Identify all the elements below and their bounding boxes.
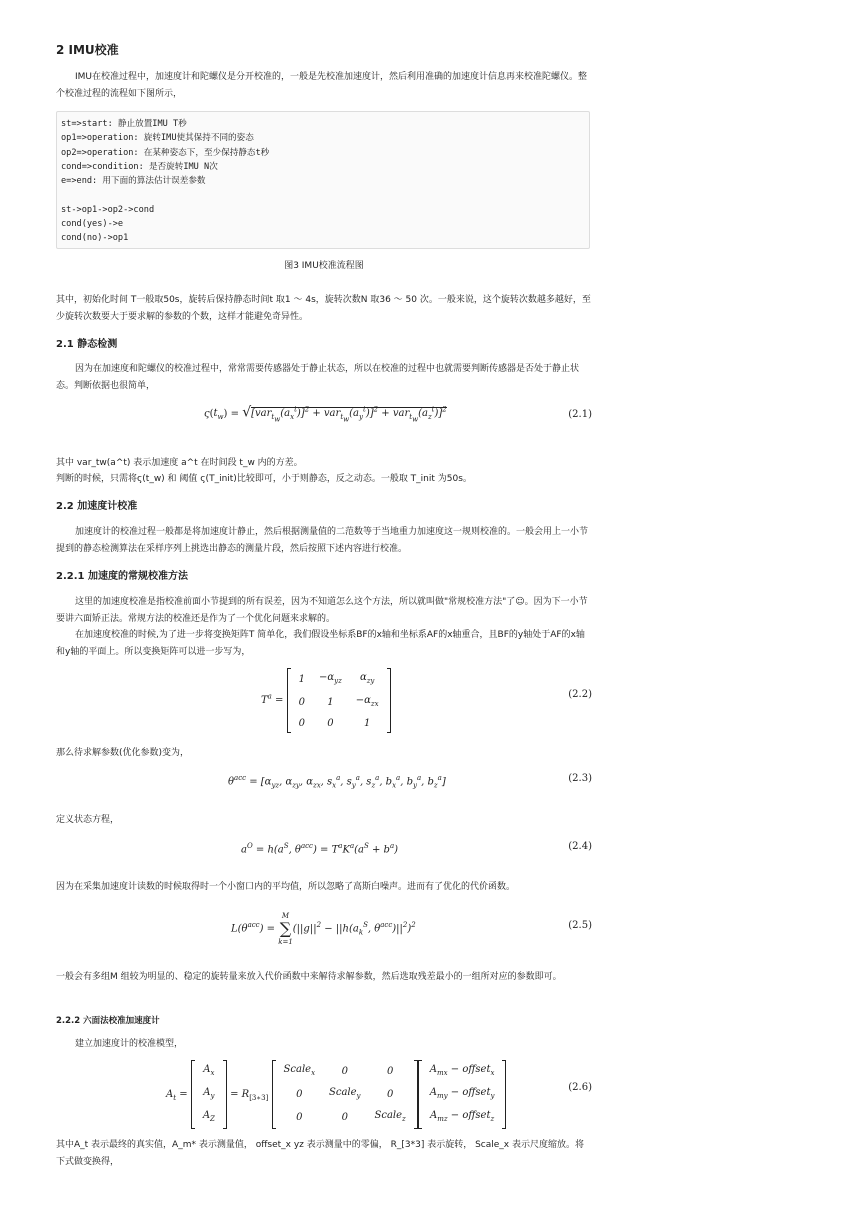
equation-number: (2.1) <box>568 409 592 420</box>
equation-number: (2.6) <box>568 1082 592 1093</box>
section-2-2-text: 加速度计的校准过程一般都是将加速度计静止，然后根据测量值的二范数等于当地重力加速度这一规则校准的。一般会用上一小节提到的静态检测算法在采样序列上挑选出静态的测量片段，然后按照下述内容进行校准。 <box>56 527 589 554</box>
section-2-1-heading: 2.1 静态检测 <box>56 339 118 350</box>
section-2-heading: 2 IMU校准 <box>56 43 119 57</box>
equation-2-1: $\varsigma(t_w) = √[var_{t_w}(a_x^t)]^2 + var_{t_w}(a_y^t)]^2 + var_{t_w}(a_z^t)]^2$ (2.1) <box>204 404 592 424</box>
equation-2-2: $T^a$ = 1 $-\alpha_{yz}$ $\alpha_{zy}$ 0 1 $-\alpha_{zx}$ 0 0 1 (2.2) <box>56 668 592 722</box>
equation-2-3: $\theta^{acc} = [\alpha_{yz}$, $\alpha_{zy}$, $\alpha_{zx}$, $s_x^a$, $s_y^a$, $s_z^a$, $b_x^a$, $b_y^a$, $b_z^a$] (2.3) <box>56 770 592 790</box>
section-2-intro: IMU在校准过程中，加速度计和陀螺仪是分开校准的，一般是先校准加速度计，然后利用准确的加速度计信息再来校准陀螺仪。整个校准过程的流程如下图所示， <box>56 72 588 99</box>
equation-2-4: $a^O = h(a^S$, $\theta^{acc}) = T^aK^a(a^S + b^a)$ (2.4) <box>56 838 592 858</box>
equation-2-5: $L(\theta^{acc}) = M$ ∑ $k=1(||g||^2 - ||h(a_k^S$, $\theta^{acc})||^2)^2$ (2.5) <box>231 912 592 946</box>
section-2-2-1-para-5: 因为在采集加速度计读数的时候取得时一个小窗口内的平均值，所以忽略了高斯白噪声。进而有了优化的代价函数。 <box>56 882 516 892</box>
section-2-2-1-para-6: 一般会有多组M 组较为明显的、稳定的旋转量来放入代价函数中来解待求解参数，然后选取残差最小的一组所对应的参数即可。 <box>56 972 562 982</box>
section-2-2-2-para-2: 其中A_t 表示最终的真实值，A_m* 表示测量值， offset_x yz 表示测量中的零偏， R_[3*3] 表示旋转， Scale_x 表示尺度缩放。将下式做变换得， <box>56 1140 584 1167</box>
paragraph-rotation-params: 其中，初始化时间 T一般取50s，旋转后保持静态时间t 取1 ～ 4s，旋转次数N 取36 ～ 50 次。一般来说，这个旋转次数越多越好，至少旋转次数要大于要求解的参数的个数，这样才能避免奇异性。 <box>56 295 591 322</box>
flowchart-code-block: st=>start: 静止放置IMU T秒 op1=>operation: 旋转IMU使其保持不同的姿态 op2=>operation: 在某种姿态下，至少保持静态t秒 cond=>condition: 是否旋转IMU N次 e=>end: 用下面的算法估计误差参数 st->op1->op2->cond cond(yes)->e cond(no)->op1 <box>56 111 590 249</box>
equation-number: (2.3) <box>568 773 592 784</box>
figure-caption: 图3 IMU校准流程图 <box>284 261 364 271</box>
section-2-2-1-para-4: 定义状态方程， <box>56 815 120 825</box>
section-2-1-text: 因为在加速度和陀螺仪的校准过程中，常常需要传感器处于静止状态，所以在校准的过程中也就需要判断传感器是否处于静止状态。判断依据也很简单， <box>56 364 580 391</box>
section-2-2-2-heading: 2.2.2 六面法校准加速度计 <box>56 1016 160 1026</box>
equation-number: (2.2) <box>568 689 592 700</box>
equation-number: (2.4) <box>568 841 592 852</box>
equation-2-6: $A_t$ = $A_x$ $A_y$ $A_Z$ = $R_{[3∗3]}$ Scale$_x$ 0 0 0 Scale$_y$ 0 0 0 Scale$_z$ $A_{mx}$ − offset$_x$ $A_{my}$ − offset$_y$ $A_{mz}$ − offset$_z$ (2.6) <box>56 1060 592 1116</box>
section-2-2-2-para-1: 建立加速度计的校准模型， <box>75 1039 184 1049</box>
section-2-2-1-heading: 2.2.1 加速度的常规校准方法 <box>56 571 188 582</box>
section-2-2-1-para-2: 在加速度校准的时候,为了进一步将变换矩阵T 简单化，我们假设坐标系BF的x轴和坐标系AF的x轴重合，且BF的y轴处于AF的x轴和y轴的平面上。所以变换矩阵可以进一步写为， <box>56 630 585 657</box>
section-2-1-note-2: 判断的时候，只需将ς(t_w) 和 阈值 ς(T_init)比较即可，小于则静态，反之动态。一般取 T_init 为50s。 <box>56 474 472 484</box>
section-2-1-note-1: 其中 var_tw(a^t) 表示加速度 a^t 在时间段 t_w 内的方差。 <box>56 458 303 468</box>
equation-number: (2.5) <box>568 920 592 931</box>
section-2-2-heading: 2.2 加速度计校准 <box>56 501 138 512</box>
section-2-2-1-para-1: 这里的加速度校准是指校准前面小节提到的所有误差，因为不知道怎么这个方法，所以就叫做"常规校准方法"了☺。因为下一小节要讲六面矫正法。常规方法的校准还是作为了一个优化问题来求解的。 <box>56 597 588 624</box>
section-2-2-1-para-3: 那么待求解参数(优化参数)变为， <box>56 748 190 758</box>
